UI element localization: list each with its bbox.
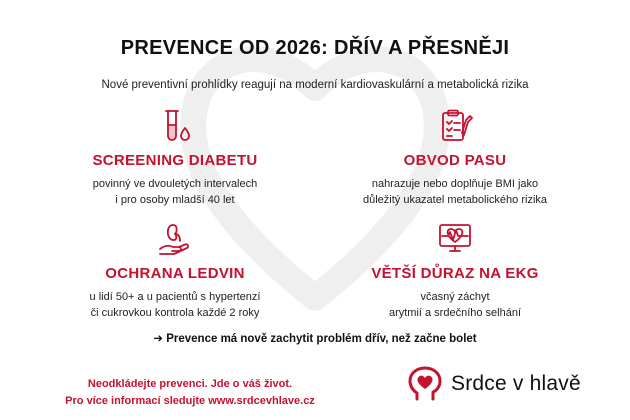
card-description-line: u lidí 50+ a u pacientů s hypertenzí — [89, 291, 261, 303]
key-takeaway-note: ➜ Prevence má nově zachytit problém dřív, než začne bolet — [153, 333, 477, 345]
card-description-line: či cukrovkou kontrola každé 2 roky — [90, 307, 260, 319]
brand-logo — [408, 366, 581, 402]
card-description — [305, 289, 605, 321]
card-description-line: včasný záchyt — [420, 291, 490, 303]
card-obvod-pasu — [305, 108, 605, 208]
card-description-line: i pro osoby mladší 40 let — [115, 194, 235, 206]
card-heading: OBVOD PASU — [403, 152, 507, 169]
card-description — [305, 176, 605, 208]
card-description-line: důležitý ukazatel metabolického rizika — [362, 194, 548, 206]
footer-call-to-action — [60, 376, 320, 410]
card-heading: VĚTŠÍ DŮRAZ NA EKG — [371, 265, 539, 282]
heart-head-logo-icon — [408, 366, 442, 402]
clipboard-checklist-icon — [437, 108, 473, 144]
card-ochrana-ledvin — [25, 221, 325, 321]
footer-line-website: Pro více informací sledujte www.srdcevhlave.cz — [65, 395, 315, 407]
card-heading: SCREENING DIABETU — [92, 152, 258, 169]
test-tube-blood-icon — [157, 108, 193, 144]
brand-name: Srdce v hlavě — [451, 372, 581, 395]
card-screening-diabetu — [25, 108, 325, 208]
card-description-line: povinný ve dvouletých intervalech — [92, 178, 258, 190]
card-description — [25, 289, 325, 321]
card-description — [25, 176, 325, 208]
card-description-line: arytmií a srdečního selhání — [388, 307, 522, 319]
kidney-hand-icon — [157, 221, 193, 257]
footer-line: Neodkládejte prevenci. Jde o váš život. — [87, 378, 293, 390]
card-heading: OCHRANA LEDVIN — [105, 265, 245, 282]
card-vetsi-duraz-na-ekg — [305, 221, 605, 321]
ekg-monitor-heart-icon — [437, 221, 473, 257]
page-title: PREVENCE OD 2026: DŘÍV A PŘESNĚJI — [120, 37, 510, 59]
card-description-line: nahrazuje nebo doplňuje BMI jako — [371, 178, 539, 190]
page-subtitle: Nové preventivní prohlídky reagují na moderní kardiovaskulární a metabolická rizika — [101, 79, 529, 91]
